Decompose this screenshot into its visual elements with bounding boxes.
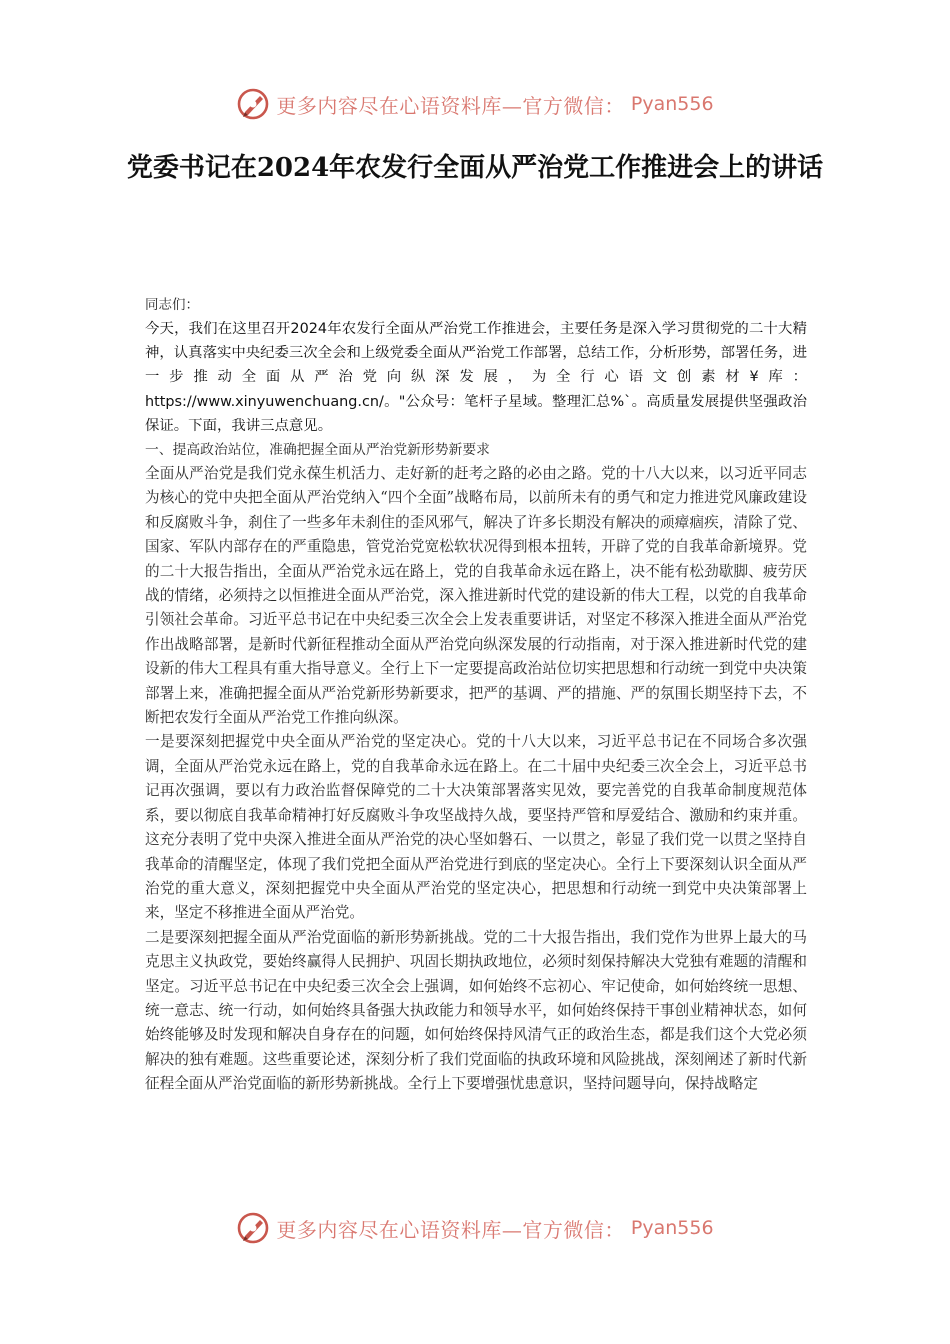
pen-logo-icon [236,1211,270,1245]
wechat-id: Pyan556 [630,1217,714,1239]
greeting: 同志们： [145,297,199,313]
intro-paragraph: 今天，我们在这里召开2024年农发行全面从严治党工作推进会，主要任务是深入学习贯彻党的二十大精神，认真落实中央纪委三次全会和上级党委全面从严治党工作部署，总结工作，分析形势，部署任务，进一步推动全面从严治党向纵深发展，为全行心语文创素材¥库：https://www.xinyuwenchuang.cn/。"公众号：笔杆子星域。整理汇总%`。高质量发展提供坚强政治保证。下面，我讲三点意见。 [145,321,807,434]
body-paragraph-3: 二是要深刻把握全面从严治党面临的新形势新挑战。党的二十大报告指出，我们党作为世界上最大的马克思主义执政党，要始终赢得人民拥护、巩固长期执政地位，必须时刻保持解决大党独有难题的清醒和坚定。习近平总书记在中央纪委三次全会上强调，如何始终不忘初心、牢记使命，如何始终统一思想、统一意志、统一行动，如何始终具备强大执政能力和领导水平，如何始终保持干事创业精神状态，如何始终能够及时发现和解决自身存在的问题，如何始终保持风清气正的政治生态，都是我们这个大党必须解决的独有难题。这些重要论述，深刻分析了我们党面临的执政环境和风险挑战，深刻阐述了新时代新征程全面从严治党面临的新形势新挑战。全行上下要增强忧患意识，坚持问题导向，保持战略定 [145,928,807,1093]
section-heading-1: 一、提高政治站位，准确把握全面从严治党新形势新要求 [145,442,490,459]
banner-text: 更多内容尽在心语资料库—官方微信： [276,93,625,118]
pen-logo-icon [236,87,270,121]
document-title: 党委书记在2024年农发行全面从严治党工作推进会上的讲话 [126,153,824,183]
body-paragraph-2: 一是要深刻把握党中央全面从严治党的坚定决心。党的十八大以来，习近平总书记在不同场合多次强调，全面从严治党永远在路上，党的自我革命永远在路上。在二十届中央纪委三次全会上，习近平总书记再次强调，要以有力政治监督保障党的二十大决策部署落实见效，要完善党的自我革命制度规范体系，要以彻底自我革命精神打好反腐败斗争攻坚战持久战，要坚持严管和厚爱结合、激励和约束并重。这充分表明了党中央深入推进全面从严治党的决心坚如磐石、一以贯之，彰显了我们党一以贯之坚持自我革命的清醒坚定，体现了我们党把全面从严治党进行到底的坚定决心。全行上下要深刻认识全面从严治党的重大意义，深刻把握党中央全面从严治党的坚定决心，把思想和行动统一到党中央决策部署上来，坚定不移推进全面从严治党。 [145,733,807,922]
footer-banner [0,1208,950,1248]
wechat-id: Pyan556 [630,93,714,115]
body-paragraph-1: 全面从严治党是我们党永葆生机活力、走好新的赶考之路的必由之路。党的十八大以来，以习近平同志为核心的党中央把全面从严治党纳入“四个全面”战略布局，以前所未有的勇气和定力推进党风廉政建设和反腐败斗争，刹住了一些多年未刹住的歪风邪气，解决了许多长期没有解决的顽瘴痼疾，清除了党、国家、军队内部存在的严重隐患，管党治党宽松软状况得到根本扭转，开辟了党的自我革命新境界。党的二十大报告指出，全面从严治党永远在路上，党的自我革命永远在路上，决不能有松劲歇脚、疲劳厌战的情绪，必须持之以恒推进全面从严治党，深入推进新时代党的建设新的伟大工程，以党的自我革命引领社会革命。习近平总书记在中央纪委三次全会上发表重要讲话，对坚定不移深入推进全面从严治党作出战略部署，是新时代新征程推动全面从严治党向纵深发展的行动指南，对于深入推进新时代党的建设新的伟大工程具有重大指导意义。全行上下一定要提高政治站位切实把思想和行动统一到党中央决策部署上来，准确把握全面从严治党新形势新要求，把严的基调、严的措施、严的氛围长期坚持下去，不断把农发行全面从严治党工作推向纵深。 [145,465,807,727]
header-banner [0,84,950,124]
banner-text: 更多内容尽在心语资料库—官方微信： [276,1217,625,1242]
document-body [145,293,807,1097]
